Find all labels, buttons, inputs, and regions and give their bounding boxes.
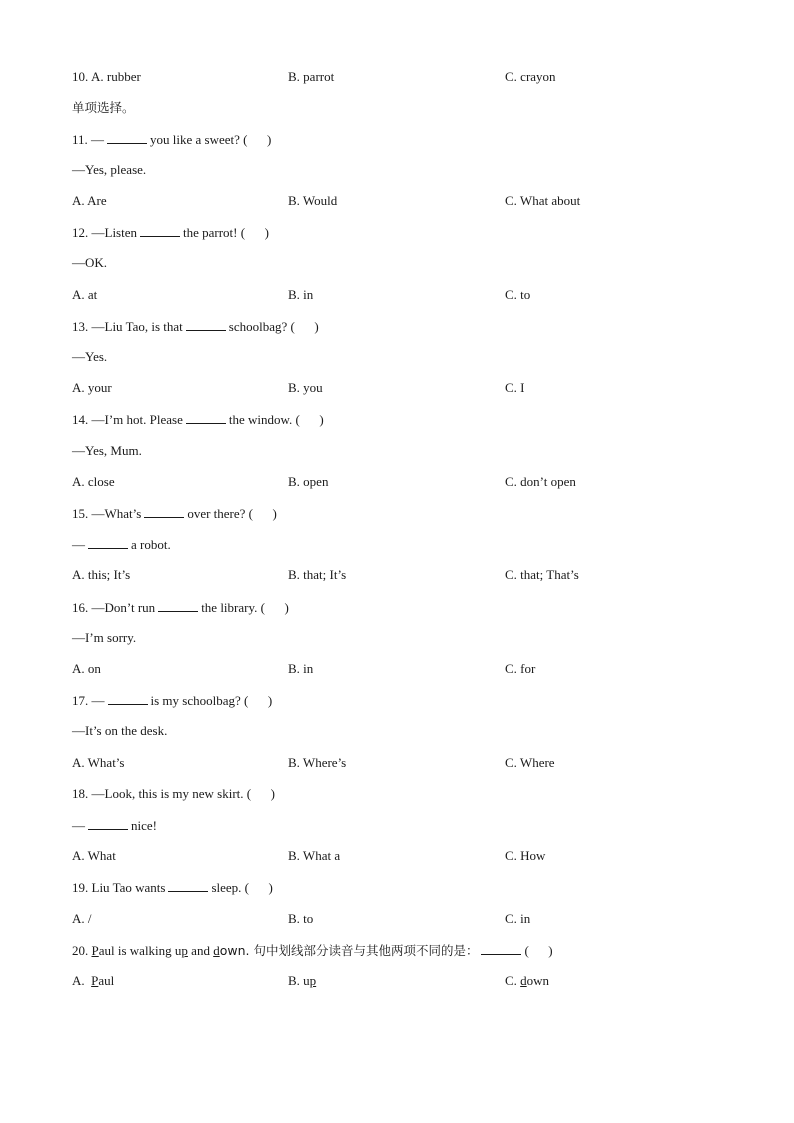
q18-option-a: A. What [72,848,116,863]
q20-option-a-post: aul [98,973,115,988]
q10-option-a: A. rubber [91,69,141,84]
q15-reply-post: a robot. [131,537,171,552]
q18-option-b: B. What a [288,848,341,863]
q10-option-c: C. crayon [505,69,556,84]
q13-blank [186,317,226,331]
q16-option-b: B. in [288,661,314,676]
q20-text-3: own. 句中划线部分读音与其他两项不同的是： [219,943,479,958]
q13-option-a: A. your [72,380,112,395]
q18-reply-blank [88,816,128,830]
q15-stem [72,504,277,522]
q14-blank [186,410,226,424]
q12-blank [140,223,180,237]
q11-stem [72,130,271,148]
q15-reply [72,535,171,553]
q13-stem [72,317,319,335]
q19-blank [168,878,208,892]
q15-number: 15. [72,506,89,521]
q18-stem-pre: —Look, this is my new skirt. ( ) [91,786,275,801]
q20-text-1: aul is walking u [98,943,182,958]
q11-blank [107,130,147,144]
q16-stem [72,598,289,616]
q11-option-a: A. Are [72,193,107,208]
q12-option-c: C. to [505,287,531,302]
q14-stem-post: the window. ( ) [228,412,324,427]
q11-option-c: C. What about [505,193,581,208]
q19-stem-pre: Liu Tao wants [91,880,166,895]
q12-stem-post: the parrot! ( ) [183,225,269,240]
q17-option-a: A. What’s [72,755,125,770]
q14-option-b: B. open [288,474,329,489]
q19-option-b: B. to [288,911,314,926]
q20-number: 20. [72,943,89,958]
q15-blank [144,504,184,518]
q17-number: 17. [72,693,89,708]
q13-stem-post: schoolbag? ( ) [228,319,319,334]
q20-option-b-pre: B. u [288,973,310,988]
q17-blank [108,691,148,705]
q20-option-a [72,972,114,990]
q18-reply [72,816,157,834]
q17-stem-pre: — [91,693,105,708]
q19-stem [72,878,273,896]
q20-underlined-p2: p [181,943,188,958]
q20-underlined-d: d [213,943,220,958]
q13-stem-pre: —Liu Tao, is that [91,319,183,334]
q14-option-a: A. close [72,474,115,489]
q13-reply: —Yes. [72,349,108,364]
q20-option-c-post: own [526,973,550,988]
q15-reply-pre: — [72,537,85,552]
q12-number: 12. [72,225,89,240]
q10-option-b: B. parrot [288,69,335,84]
q13-number: 13. [72,319,89,334]
q17-reply: —It’s on the desk. [72,723,168,738]
q20-option-c-pre: C. [505,973,521,988]
q20-option-b-underlined: p [309,973,317,988]
q15-reply-blank [88,535,128,549]
q16-stem-pre: —Don’t run [91,600,156,615]
q11-number: 11. [72,132,88,147]
q14-stem-pre: —I’m hot. Please [91,412,183,427]
q12-option-b: B. in [288,287,314,302]
q20-underlined-p1: P [91,943,99,958]
q11-stem-pre: — [91,132,105,147]
q19-number: 19. [72,880,89,895]
q12-stem [72,223,269,241]
q20-blank [481,941,521,955]
q11-stem-post: you like a sweet? ( ) [150,132,272,147]
q14-stem [72,410,324,428]
q18-option-c: C. How [505,848,546,863]
q19-option-c: C. in [505,911,531,926]
q20-stem-post: ( ) [524,943,553,958]
q12-reply: —OK. [72,255,108,270]
q20-option-c-underlined: d [520,973,527,988]
q16-stem-post: the library. ( ) [201,600,289,615]
q13-option-b: B. you [288,380,323,395]
q20-option-a-underlined: P [91,973,99,988]
q16-option-a: A. on [72,661,101,676]
q15-option-b: B. that; It’s [288,567,347,582]
q18-stem [72,785,275,803]
q18-number: 18. [72,786,89,801]
q16-number: 16. [72,600,89,615]
q20-stem [72,941,553,959]
q16-option-c: C. for [505,661,536,676]
q15-stem-pre: —What’s [91,506,142,521]
q11-option-b: B. Would [288,193,338,208]
q20-option-a-pre: A. [72,973,92,988]
q16-reply: —I’m sorry. [72,630,137,645]
section-title: 单项选择。 [72,100,135,115]
q15-option-c: C. that; That’s [505,567,579,582]
q19-stem-post: sleep. ( ) [211,880,273,895]
q20-option-c [505,972,549,990]
q18-reply-pre: — [72,818,85,833]
q19-option-a: A. / [72,911,92,926]
q17-option-b: B. Where’s [288,755,347,770]
q14-reply: —Yes, Mum. [72,443,142,458]
q15-stem-post: over there? ( ) [187,506,277,521]
q17-stem-post: is my schoolbag? ( ) [150,693,273,708]
q16-blank [158,598,198,612]
q12-option-a: A. at [72,287,98,302]
q20-option-b [288,972,316,990]
q17-stem [72,691,272,709]
q14-option-c: C. don’t open [505,474,576,489]
q18-reply-post: nice! [131,818,157,833]
q17-option-c: C. Where [505,755,555,770]
q20-text-2: and [187,943,214,958]
q11-reply: —Yes, please. [72,162,147,177]
q15-option-a: A. this; It’s [72,567,131,582]
q10-number: 10. [72,69,89,84]
q12-stem-pre: —Listen [91,225,137,240]
q14-number: 14. [72,412,89,427]
q13-option-c: C. I [505,380,525,395]
